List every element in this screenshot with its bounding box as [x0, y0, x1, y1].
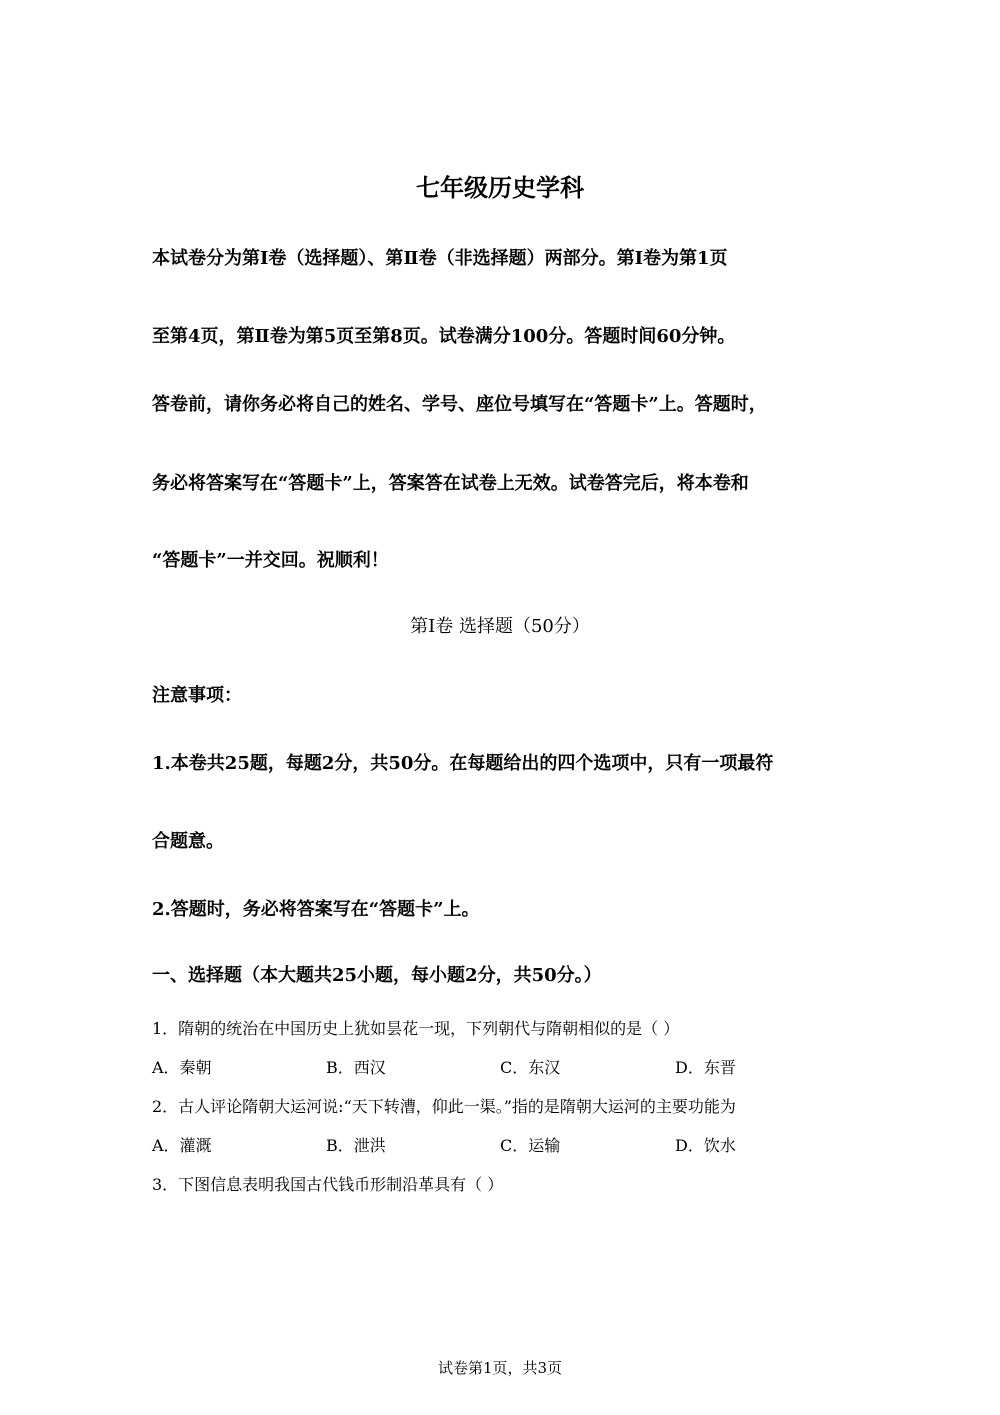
- intro-line-3: 答卷前，请你务必将自己的姓名、学号、座位号填写在“答题卡”上。答题时，: [152, 394, 767, 415]
- question-3: 3．下图信息表明我国古代钱币形制沿革具有（ ）: [152, 1175, 504, 1194]
- question-1-option-d: D．东晋: [675, 1058, 736, 1077]
- intro-line-4: 务必将答案写在“答题卡”上，答案答在试卷上无效。试卷答完后，将本卷和: [152, 473, 749, 494]
- intro-line-2: 至第4页，第Ⅱ卷为第5页至第8页。试卷满分100分。答题时间60分钟。: [152, 326, 736, 347]
- question-2-option-c: C．运输: [500, 1136, 561, 1155]
- note-line-1: 1.本卷共25题，每题2分，共50分。在每题给出的四个选项中，只有一项最符: [152, 753, 774, 774]
- question-1-option-a: A．秦朝: [152, 1058, 212, 1077]
- section-heading: 第Ⅰ卷 选择题（50分）: [410, 616, 590, 637]
- page-title: 七年级历史学科: [416, 173, 584, 202]
- page-footer: 试卷第1页，共3页: [437, 1359, 563, 1377]
- note-line-2: 合题意。: [152, 831, 224, 852]
- question-2-option-b: B．泄洪: [326, 1136, 386, 1155]
- question-2-option-d: D．饮水: [675, 1136, 736, 1155]
- question-1: 1．隋朝的统治在中国历史上犹如昙花一现，下列朝代与隋朝相似的是（ ）: [152, 1019, 680, 1038]
- question-1-option-b: B．西汉: [326, 1058, 386, 1077]
- note-line-3: 2.答题时，务必将答案写在“答题卡”上。: [152, 899, 480, 920]
- notes-heading: 注意事项：: [152, 685, 242, 706]
- part-heading: 一、选择题（本大题共25小题，每小题2分，共50分。）: [152, 965, 602, 986]
- intro-line-5: “答题卡”一并交回。祝顺利！: [152, 550, 389, 571]
- question-2-option-a: A．灌溉: [152, 1136, 212, 1155]
- question-1-option-c: C．东汉: [500, 1058, 561, 1077]
- question-2: 2．古人评论隋朝大运河说:“天下转漕，仰此一渠。”指的是隋朝大运河的主要功能为: [152, 1097, 736, 1116]
- intro-line-1: 本试卷分为第Ⅰ卷（选择题）、第Ⅱ卷（非选择题）两部分。第Ⅰ卷为第1页: [152, 248, 728, 269]
